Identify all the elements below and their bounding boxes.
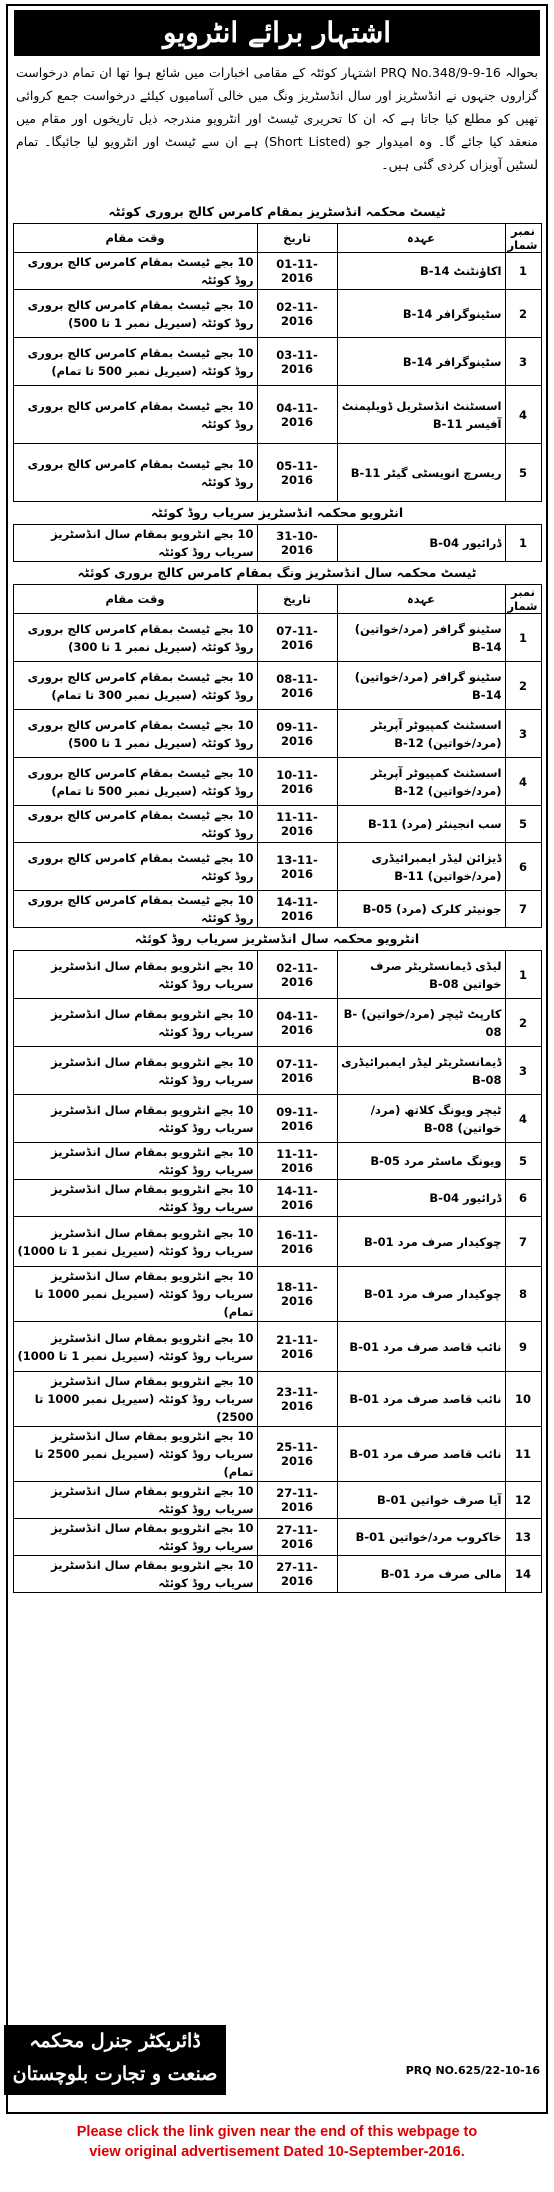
section-title: انٹرویو محکمہ انڈسٹریز سریاب روڈ کوئٹہ: [150, 505, 404, 520]
cell-no: 6: [505, 843, 541, 891]
ad-title-banner: اشتہار برائے انٹرویو: [14, 10, 540, 56]
cell-no: 6: [505, 1180, 541, 1217]
header-no: نمبر شمار: [505, 224, 541, 253]
cell-post: ویونگ ماسٹر مرد B-05: [337, 1143, 505, 1180]
cell-venue: 10 بجے انٹرویو بمقام سال انڈسٹریز سریاب روڈ کوئٹہ: [13, 951, 257, 999]
table-row: [13, 1556, 541, 1593]
cell-venue: 10 بجے انٹرویو بمقام سال انڈسٹریز سریاب روڈ کوئٹہ (سیریل نمبر 1000 تا 2500): [13, 1372, 257, 1427]
table-row: [13, 806, 541, 843]
cell-no: 1: [505, 951, 541, 999]
table-row: [13, 1095, 541, 1143]
cell-date: 23-11-2016: [257, 1372, 337, 1427]
cell-no: 3: [505, 338, 541, 386]
table-row: [13, 386, 541, 444]
cell-date: 09-11-2016: [257, 710, 337, 758]
cell-venue: 10 بجے انٹرویو بمقام سال انڈسٹریز سریاب روڈ کوئٹہ: [13, 1180, 257, 1217]
cell-post: ڈیزائن لیڈر ایمبرائیڈری (مرد/خواتین) B-11: [337, 843, 505, 891]
cell-post: اکاؤنٹنٹ B-14: [337, 253, 505, 290]
cell-no: 1: [505, 253, 541, 290]
cell-post: نائب قاصد صرف مرد B-01: [337, 1427, 505, 1482]
cell-post: ڈرائیور B-04: [337, 525, 505, 562]
table-row: [13, 843, 541, 891]
cell-venue: 10 بجے ٹیسٹ بمقام کامرس کالج بروری روڈ کوئٹہ: [13, 891, 257, 928]
cell-venue: 10 بجے انٹرویو بمقام سال انڈسٹریز سریاب روڈ کوئٹہ: [13, 999, 257, 1047]
original-ad-notice[interactable]: [0, 2122, 554, 2162]
cell-post: نائب قاصد صرف مرد B-01: [337, 1372, 505, 1427]
cell-post: جونیئر کلرک (مرد) B-05: [337, 891, 505, 928]
schedule-sections: [8, 201, 546, 1593]
schedule-table: [13, 950, 542, 1593]
cell-venue: 10 بجے انٹرویو بمقام سال انڈسٹریز سریاب روڈ کوئٹہ: [13, 1095, 257, 1143]
cell-no: 8: [505, 1267, 541, 1322]
cell-date: 09-11-2016: [257, 1095, 337, 1143]
cell-no: 2: [505, 999, 541, 1047]
cell-date: 07-11-2016: [257, 1047, 337, 1095]
header-venue: وقت مقام: [13, 585, 257, 614]
cell-date: 03-11-2016: [257, 338, 337, 386]
cell-venue: 10 بجے ٹیسٹ بمقام کامرس کالج بروری روڈ کوئٹہ (سیریل نمبر 1 تا 500): [13, 290, 257, 338]
table-row: [13, 525, 541, 562]
cell-no: 2: [505, 290, 541, 338]
section-title: ٹیسٹ محکمہ سال انڈسٹریز ونگ بمقام کامرس کالج بروری کوئٹہ: [77, 565, 477, 580]
cell-date: 07-11-2016: [257, 614, 337, 662]
table-row: [13, 951, 541, 999]
header-venue: وقت مقام: [13, 224, 257, 253]
cell-venue: 10 بجے ٹیسٹ بمقام کامرس کالج بروری روڈ کوئٹہ (سیریل نمبر 1 تا 500): [13, 710, 257, 758]
cell-date: 27-11-2016: [257, 1556, 337, 1593]
cell-post: نائب قاصد صرف مرد B-01: [337, 1322, 505, 1372]
cell-date: 25-11-2016: [257, 1427, 337, 1482]
table-row: [13, 290, 541, 338]
cell-no: 13: [505, 1519, 541, 1556]
header-date: تاریخ: [257, 585, 337, 614]
issuer-block: [4, 2025, 226, 2095]
cell-post: سٹینوگرافر B-14: [337, 290, 505, 338]
cell-venue: 10 بجے انٹرویو بمقام سال انڈسٹریز سریاب روڈ کوئٹہ: [13, 1556, 257, 1593]
cell-post: اسسٹنٹ کمپیوٹر آپریٹر (مرد/خواتین) B-12: [337, 710, 505, 758]
table-row: [13, 1372, 541, 1427]
schedule-table: [13, 223, 542, 502]
table-row: [13, 253, 541, 290]
cell-venue: 10 بجے انٹرویو بمقام سال انڈسٹریز سریاب روڈ کوئٹہ: [13, 1047, 257, 1095]
cell-post: ٹیچر ویونگ کلاتھ (مرد/خواتین) B-08: [337, 1095, 505, 1143]
cell-date: 21-11-2016: [257, 1322, 337, 1372]
cell-post: چوکیدار صرف مرد B-01: [337, 1267, 505, 1322]
cell-date: 04-11-2016: [257, 386, 337, 444]
table-header-row: [13, 224, 541, 253]
cell-venue: 10 بجے ٹیسٹ بمقام کامرس کالج بروری روڈ کوئٹہ (سیریل نمبر 500 تا تمام): [13, 758, 257, 806]
cell-date: 11-11-2016: [257, 1143, 337, 1180]
table-row: [13, 614, 541, 662]
cell-post: خاکروب مرد/خواتین B-01: [337, 1519, 505, 1556]
table-row: [13, 338, 541, 386]
header-post: عہدہ: [337, 585, 505, 614]
cell-no: 1: [505, 614, 541, 662]
table-row: [13, 1427, 541, 1482]
cell-no: 7: [505, 1217, 541, 1267]
cell-date: 11-11-2016: [257, 806, 337, 843]
cell-post: اسسٹنٹ کمپیوٹر آپریٹر (مرد/خواتین) B-12: [337, 758, 505, 806]
cell-venue: 10 بجے ٹیسٹ بمقام کامرس کالج بروری روڈ کوئٹہ (سیریل نمبر 500 تا تمام): [13, 338, 257, 386]
header-date: تاریخ: [257, 224, 337, 253]
cell-no: 9: [505, 1322, 541, 1372]
table-row: [13, 710, 541, 758]
issuer-line-2: صنعت و تجارت بلوچستان: [12, 2063, 218, 2085]
cell-no: 3: [505, 710, 541, 758]
table-row: [13, 1180, 541, 1217]
table-row: [13, 444, 541, 502]
cell-date: 10-11-2016: [257, 758, 337, 806]
cell-venue: 10 بجے ٹیسٹ بمقام کامرس کالج بروری روڈ کوئٹہ: [13, 386, 257, 444]
cell-post: مالی صرف مرد B-01: [337, 1556, 505, 1593]
cell-no: 1: [505, 525, 541, 562]
table-row: [13, 1267, 541, 1322]
cell-venue: 10 بجے انٹرویو بمقام سال انڈسٹریز سریاب روڈ کوئٹہ: [13, 1143, 257, 1180]
cell-date: 13-11-2016: [257, 843, 337, 891]
cell-post: لیڈی ڈیمانسٹریٹر صرف خواتین B-08: [337, 951, 505, 999]
cell-date: 01-11-2016: [257, 253, 337, 290]
table-row: [13, 1143, 541, 1180]
cell-post: آیا صرف خواتین B-01: [337, 1482, 505, 1519]
cell-post: سب انجینئر (مرد) B-11: [337, 806, 505, 843]
cell-date: 05-11-2016: [257, 444, 337, 502]
cell-no: 5: [505, 1143, 541, 1180]
table-row: [13, 1322, 541, 1372]
cell-venue: 10 بجے ٹیسٹ بمقام کامرس کالج بروری روڈ کوئٹہ (سیریل نمبر 300 تا تمام): [13, 662, 257, 710]
notice-line-2: view original advertisement Dated 10-September-2016.: [89, 2144, 465, 2160]
cell-date: 31-10-2016: [257, 525, 337, 562]
prq-number: PRQ NO.625/22-10-16: [405, 2064, 540, 2077]
cell-venue: 10 بجے ٹیسٹ بمقام کامرس کالج بروری روڈ کوئٹہ: [13, 843, 257, 891]
cell-date: 27-11-2016: [257, 1482, 337, 1519]
cell-no: 4: [505, 386, 541, 444]
table-row: [13, 1482, 541, 1519]
cell-no: 4: [505, 1095, 541, 1143]
cell-date: 14-11-2016: [257, 891, 337, 928]
cell-no: 2: [505, 662, 541, 710]
ad-intro-paragraph: بحوالہ PRQ No.348/9-9-16 اشتہار کوئٹہ کے مقامی اخبارات میں شائع ہوا تھا ان تمام درخواست گزاروں جنہوں نے انڈسٹریز اور سال انڈسٹریز ونگ میں خالی آسامیوں کیلئے درخواست جمع کروائی تھیں کو مطلع کیا جاتا ہے کہ ان کا تحریری ٹیسٹ اور انٹرویو مندرجہ ذیل تاریخوں اور مقام میں منعقد کیا جائے گا۔ وہ امیدوار جو (Short Listed) ہے ان سے ٹیسٹ اور انٹرویو لیا جائیگا۔ تمام لسٹیں آویزاں کردی گئی ہیں۔: [16, 65, 538, 172]
cell-venue: 10 بجے انٹرویو بمقام سال انڈسٹریز سریاب روڈ کوئٹہ (سیریل نمبر 1000 تا تمام): [13, 1267, 257, 1322]
cell-date: 14-11-2016: [257, 1180, 337, 1217]
cell-post: سٹینوگرافر B-14: [337, 338, 505, 386]
table-header-row: [13, 585, 541, 614]
cell-venue: 10 بجے انٹرویو بمقام سال انڈسٹریز سریاب روڈ کوئٹہ (سیریل نمبر 1 تا 1000): [13, 1322, 257, 1372]
cell-venue: 10 بجے انٹرویو بمقام سال انڈسٹریز سریاب روڈ کوئٹہ: [13, 525, 257, 562]
cell-post: سٹینو گرافر (مرد/خواتین) B-14: [337, 662, 505, 710]
table-row: [13, 999, 541, 1047]
cell-venue: 10 بجے انٹرویو بمقام سال انڈسٹریز سریاب روڈ کوئٹہ (سیریل نمبر 1 تا 1000): [13, 1217, 257, 1267]
cell-date: 02-11-2016: [257, 951, 337, 999]
cell-venue: 10 بجے انٹرویو بمقام سال انڈسٹریز سریاب روڈ کوئٹہ (سیریل نمبر 2500 تا تمام): [13, 1427, 257, 1482]
schedule-table: [13, 524, 542, 562]
cell-no: 12: [505, 1482, 541, 1519]
cell-venue: 10 بجے انٹرویو بمقام سال انڈسٹریز سریاب روڈ کوئٹہ: [13, 1482, 257, 1519]
advertisement: [6, 4, 548, 2114]
cell-venue: 10 بجے ٹیسٹ بمقام کامرس کالج بروری روڈ کوئٹہ (سیریل نمبر 1 تا 300): [13, 614, 257, 662]
cell-no: 4: [505, 758, 541, 806]
cell-no: 11: [505, 1427, 541, 1482]
header-post: عہدہ: [337, 224, 505, 253]
cell-date: 27-11-2016: [257, 1519, 337, 1556]
cell-post: چوکیدار صرف مرد B-01: [337, 1217, 505, 1267]
issuer-line-1: ڈائریکٹر جنرل محکمہ: [29, 2030, 201, 2052]
cell-date: 08-11-2016: [257, 662, 337, 710]
cell-date: 18-11-2016: [257, 1267, 337, 1322]
header-no: نمبر شمار: [505, 585, 541, 614]
cell-date: 16-11-2016: [257, 1217, 337, 1267]
table-row: [13, 758, 541, 806]
section-title: انٹرویو محکمہ سال انڈسٹریز سریاب روڈ کوئٹہ: [134, 931, 420, 946]
cell-no: 14: [505, 1556, 541, 1593]
cell-post: اسسٹنٹ انڈسٹریل ڈویلپمنٹ آفیسر B-11: [337, 386, 505, 444]
cell-venue: 10 بجے انٹرویو بمقام سال انڈسٹریز سریاب روڈ کوئٹہ: [13, 1519, 257, 1556]
cell-post: سٹینو گرافر (مرد/خواتین) B-14: [337, 614, 505, 662]
cell-post: ڈیمانسٹریٹر لیڈر ایمبرائیڈری B-08: [337, 1047, 505, 1095]
cell-post: ڈرائیور B-04: [337, 1180, 505, 1217]
schedule-table: [13, 584, 542, 928]
cell-no: 10: [505, 1372, 541, 1427]
cell-no: 7: [505, 891, 541, 928]
cell-post: کارپٹ ٹیچر (مرد/خواتین) B-08: [337, 999, 505, 1047]
table-row: [13, 662, 541, 710]
table-row: [13, 1519, 541, 1556]
table-row: [13, 1217, 541, 1267]
cell-date: 04-11-2016: [257, 999, 337, 1047]
cell-no: 3: [505, 1047, 541, 1095]
table-row: [13, 891, 541, 928]
cell-post: ریسرچ انویسٹی گیٹر B-11: [337, 444, 505, 502]
cell-venue: 10 بجے ٹیسٹ بمقام کامرس کالج بروری روڈ کوئٹہ: [13, 253, 257, 290]
cell-no: 5: [505, 444, 541, 502]
cell-venue: 10 بجے ٹیسٹ بمقام کامرس کالج بروری روڈ کوئٹہ: [13, 444, 257, 502]
section-title: ٹیسٹ محکمہ انڈسٹریز بمقام کامرس کالج بروری کوئٹہ: [108, 204, 446, 219]
notice-line-1: Please click the link given near the end of this webpage to: [76, 2124, 478, 2140]
cell-date: 02-11-2016: [257, 290, 337, 338]
table-row: [13, 1047, 541, 1095]
cell-venue: 10 بجے ٹیسٹ بمقام کامرس کالج بروری روڈ کوئٹہ: [13, 806, 257, 843]
cell-no: 5: [505, 806, 541, 843]
